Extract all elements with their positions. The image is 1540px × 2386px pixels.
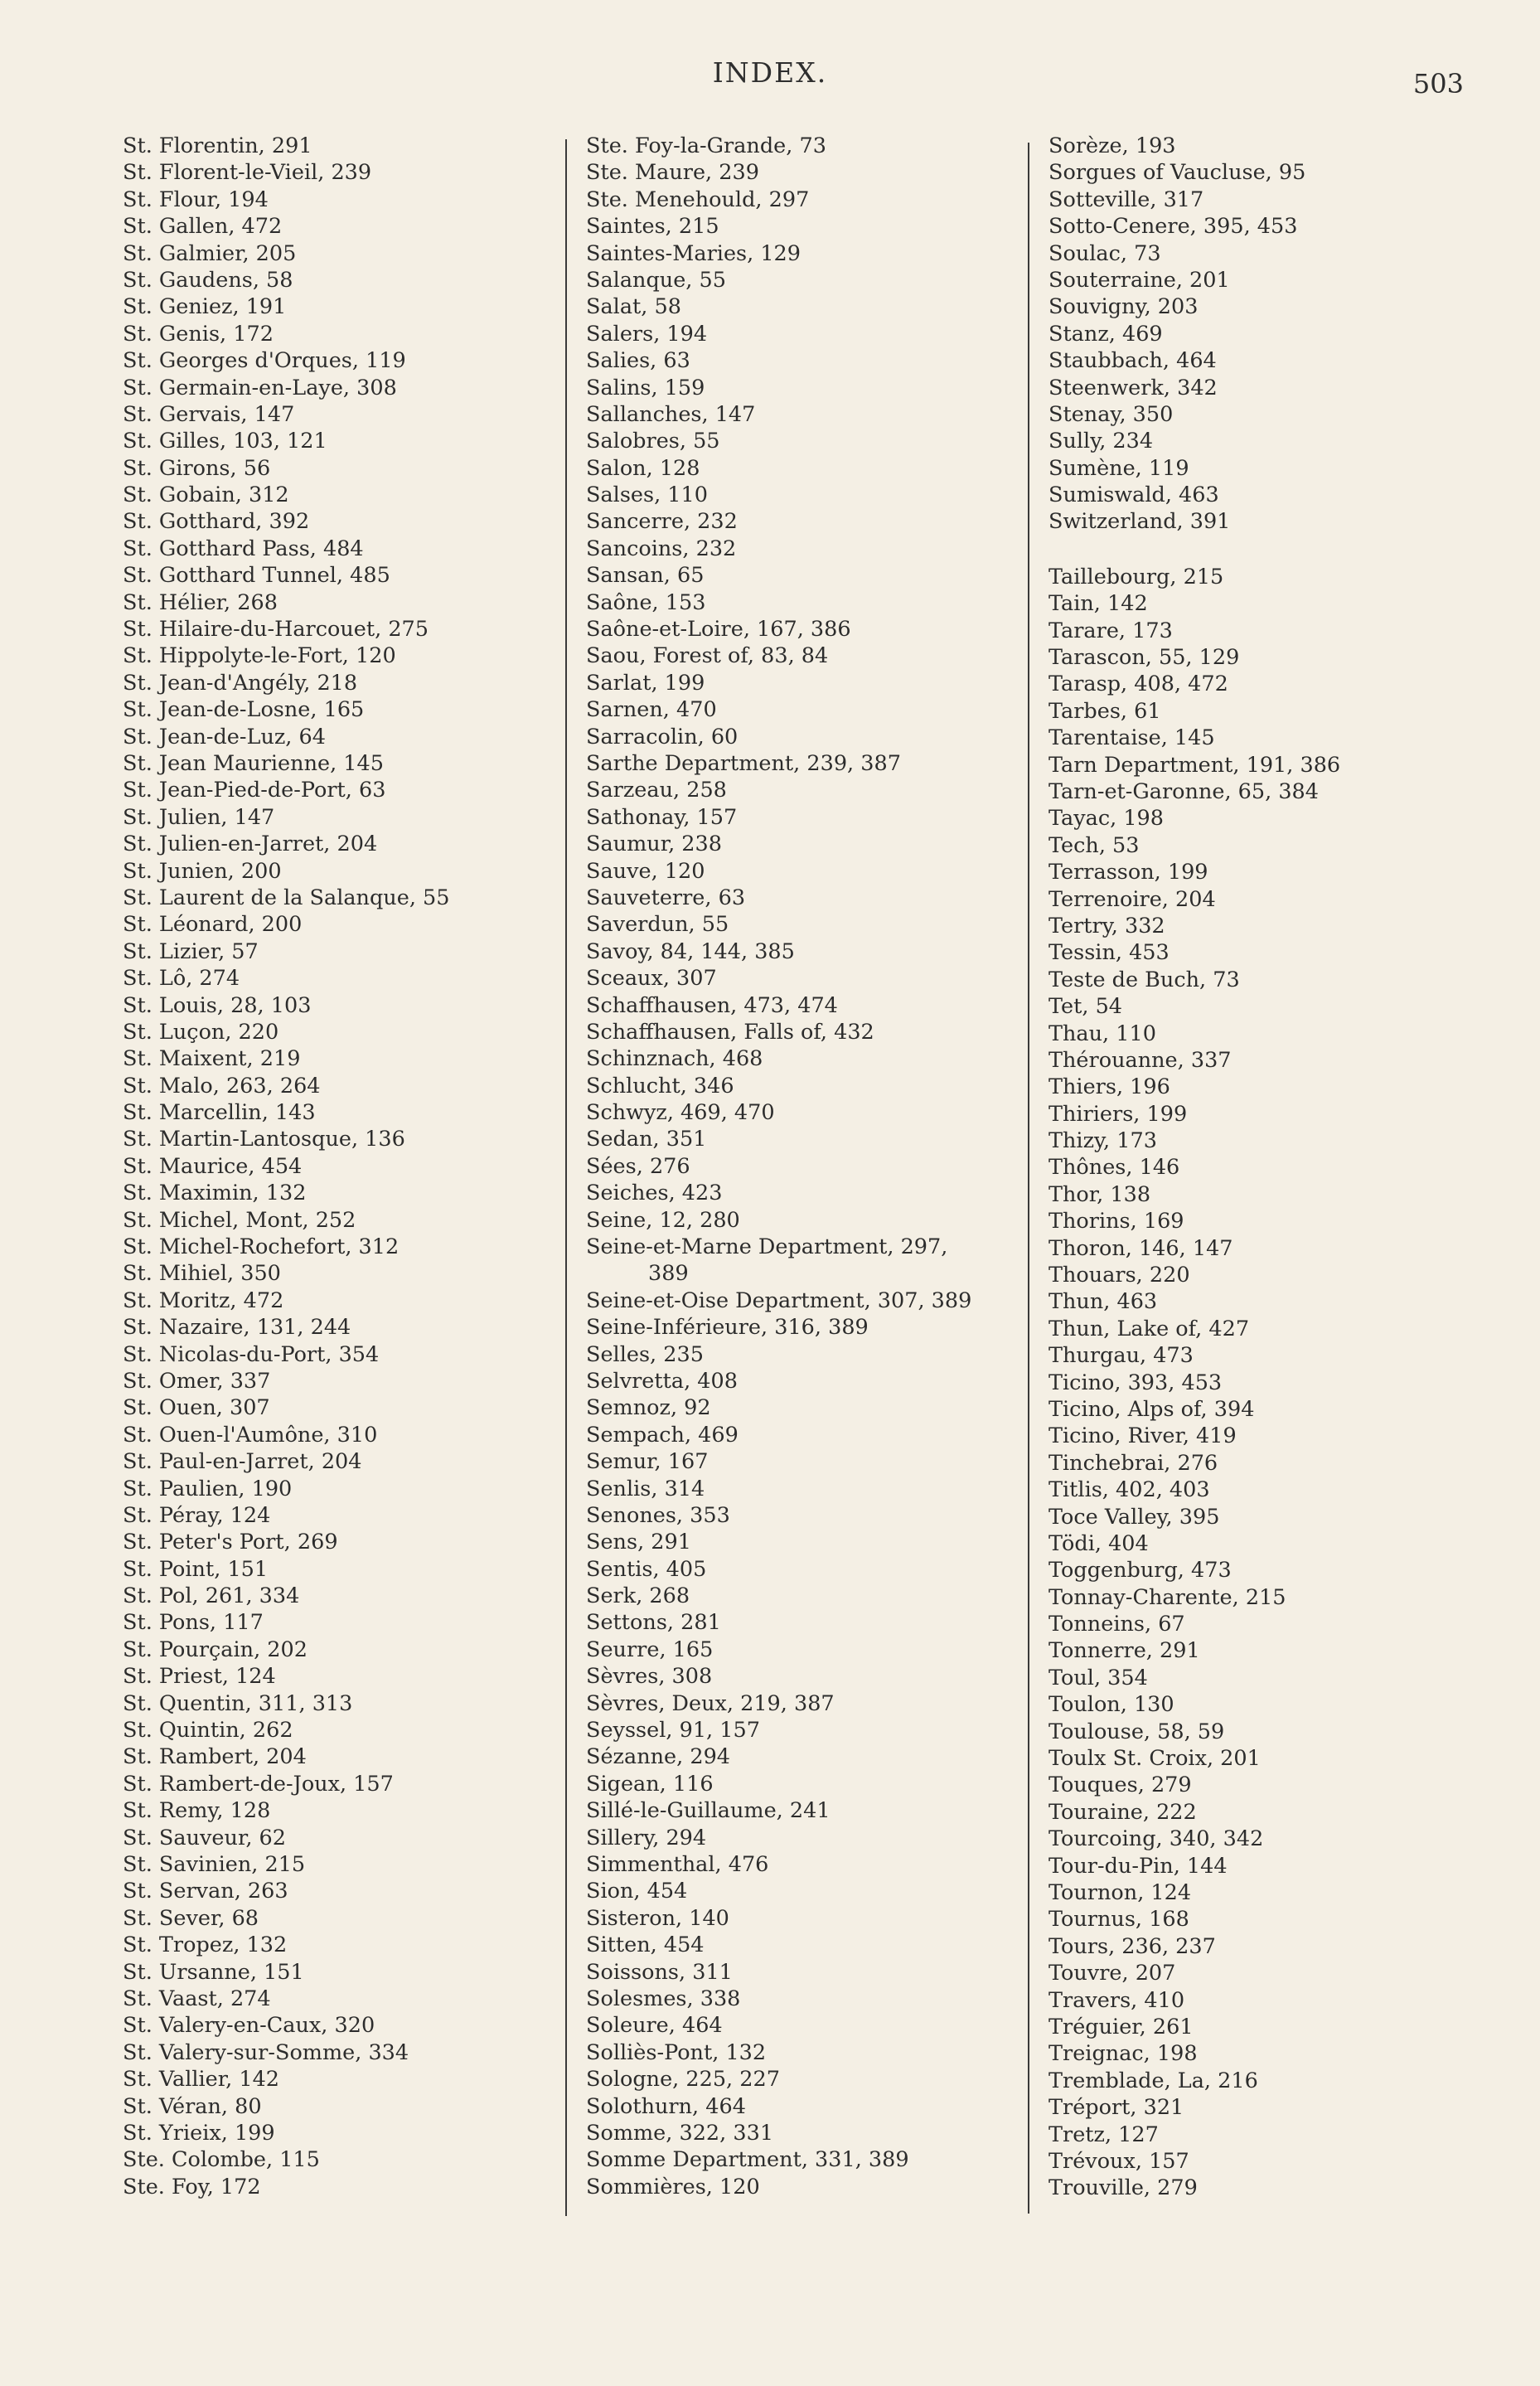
index-entry: Sauve, 120	[586, 858, 705, 884]
index-entry: Sées, 276	[586, 1153, 690, 1179]
index-entry: Staubbach, 464	[1048, 348, 1217, 374]
index-entry: St. Genis, 172	[123, 321, 274, 347]
index-entry: St. Luçon, 220	[123, 1019, 279, 1045]
index-entry: Thouars, 220	[1048, 1263, 1190, 1288]
index-entry: St. Hilaire-du-Harcouet, 275	[123, 617, 429, 643]
index-entry: Sommières, 120	[586, 2174, 760, 2199]
index-entry: St. Gotthard, 392	[123, 509, 310, 535]
index-entry: Steenwerk, 342	[1048, 375, 1218, 400]
index-entry: Sceaux, 307	[586, 966, 717, 992]
index-entry: St. Léonard, 200	[123, 912, 303, 938]
index-entry: Toggenburg, 473	[1048, 1558, 1232, 1583]
index-entry: Salanque, 55	[586, 267, 726, 293]
index-entry: St. Moritz, 472	[123, 1288, 284, 1313]
index-entry: St. Mihiel, 350	[123, 1261, 281, 1287]
index-entry: St. Nazaire, 131, 244	[123, 1315, 351, 1341]
index-entry: Titlis, 402, 403	[1048, 1477, 1210, 1503]
index-entry: Tinchebrai, 276	[1048, 1450, 1218, 1476]
index-entry: St. Ursanne, 151	[123, 1959, 304, 1985]
index-entry: Thun, Lake of, 427	[1048, 1316, 1250, 1341]
index-entry: Sumiswald, 463	[1048, 483, 1219, 508]
index-entry: St. Junien, 200	[123, 858, 282, 884]
letter-group-gap	[1048, 536, 1479, 564]
index-entry: St. Galmier, 205	[123, 240, 297, 266]
index-entry: Tarascon, 55, 129	[1048, 645, 1240, 671]
index-entry: St. Servan, 263	[123, 1879, 288, 1904]
index-entry: Trouville, 279	[1048, 2175, 1198, 2201]
index-entry: Sèvres, 308	[586, 1664, 713, 1690]
index-entry: Tarare, 173	[1048, 618, 1173, 643]
index-entry: St. Jean-de-Luz, 64	[123, 724, 326, 749]
index-entry: Sarthe Department, 239, 387	[586, 750, 901, 776]
index-entry: Teste de Buch, 73	[1048, 967, 1240, 992]
index-entry: Tréguier, 261	[1048, 2014, 1194, 2039]
index-entry: Sisteron, 140	[586, 1905, 729, 1931]
index-entry: Tertry, 332	[1048, 913, 1165, 938]
index-entry: St. Jean-Pied-de-Port, 63	[123, 778, 386, 803]
index-entry: Toce Valley, 395	[1048, 1504, 1220, 1530]
index-entry: Tarentaise, 145	[1048, 725, 1215, 751]
index-entry: Tarasp, 408, 472	[1048, 672, 1228, 697]
index-entry: Semnoz, 92	[586, 1395, 711, 1421]
index-entry: St. Julien-en-Jarret, 204	[123, 832, 378, 857]
index-entry: St. Maixent, 219	[123, 1046, 301, 1072]
index-entry: Semur, 167	[586, 1449, 709, 1475]
index-entry: St. Malo, 263, 264	[123, 1073, 321, 1098]
index-entry: Seine, 12, 280	[586, 1207, 740, 1233]
index-entry: Senlis, 314	[586, 1476, 705, 1501]
index-entry: Ste. Maure, 239	[586, 160, 759, 186]
index-entry: St. Michel, Mont, 252	[123, 1207, 356, 1233]
index-entry: Sallanches, 147	[586, 401, 756, 427]
index-entry: St. Georges d'Orques, 119	[123, 348, 406, 374]
index-entry: Soulac, 73	[1048, 240, 1161, 266]
index-entry: Tarn-et-Garonne, 65, 384	[1048, 778, 1320, 804]
index-entry: Ticino, River, 419	[1048, 1423, 1237, 1449]
index-entry: St. Rambert-de-Joux, 157	[123, 1771, 394, 1797]
index-entry: Tours, 236, 237	[1048, 1933, 1216, 1959]
index-entry: Saverdun, 55	[586, 912, 729, 938]
index-entry: Tödi, 404	[1048, 1530, 1149, 1556]
index-entry: Sauveterre, 63	[586, 885, 746, 910]
index-entry: St. Michel-Rochefort, 312	[123, 1234, 400, 1260]
index-entry: Tréport, 321	[1048, 2095, 1184, 2121]
index-entry: 389	[648, 1261, 689, 1287]
index-entry: Sens, 291	[586, 1530, 691, 1555]
index-entry: St. Pol, 261, 334	[123, 1583, 300, 1609]
index-entry: Touraine, 222	[1048, 1799, 1197, 1825]
index-entry: Schinznach, 468	[586, 1046, 763, 1072]
index-entry: Sézanne, 294	[586, 1744, 731, 1770]
index-entry: St. Gallen, 472	[123, 214, 283, 240]
index-entry: Saintes, 215	[586, 214, 719, 240]
index-entry: Thun, 463	[1048, 1289, 1158, 1315]
index-entry: St. Savinien, 215	[123, 1852, 306, 1877]
index-entry: Sancoins, 232	[586, 536, 737, 561]
index-entry: Thau, 110	[1048, 1021, 1156, 1046]
index-entry: St. Omer, 337	[123, 1368, 271, 1394]
index-entry: St. Geniez, 191	[123, 294, 287, 320]
index-entry: St. Marcellin, 143	[123, 1100, 316, 1126]
index-entry: Ticino, 393, 453	[1048, 1370, 1223, 1395]
index-entry: Simmenthal, 476	[586, 1852, 769, 1877]
index-entry: St. Peter's Port, 269	[123, 1530, 338, 1555]
index-entry: Sillery, 294	[586, 1825, 707, 1850]
index-entry: Sathonay, 157	[586, 804, 738, 830]
index-entry: Sentis, 405	[586, 1556, 707, 1582]
index-entry: Salses, 110	[586, 483, 708, 508]
index-entry: Schaffhausen, Falls of, 432	[586, 1019, 874, 1045]
index-entry: Thiriers, 199	[1048, 1101, 1188, 1127]
index-entry: St. Jean-de-Losne, 165	[123, 697, 365, 723]
index-entry: Schaffhausen, 473, 474	[586, 992, 838, 1018]
index-entry: Thizy, 173	[1048, 1128, 1157, 1154]
index-entry: Thônes, 146	[1048, 1155, 1180, 1181]
index-entry: St. Valery-en-Caux, 320	[123, 2013, 375, 2039]
index-entry: Toulx St. Croix, 201	[1048, 1746, 1261, 1772]
index-entry: Seine-Inférieure, 316, 389	[586, 1315, 869, 1341]
index-entry: Sansan, 65	[586, 563, 705, 589]
index-entry: Ste. Foy, 172	[123, 2174, 261, 2199]
index-entry: Ticino, Alps of, 394	[1048, 1396, 1255, 1422]
index-entry: Solliès-Pont, 132	[586, 2039, 767, 2065]
index-entry: Tonnerre, 291	[1048, 1638, 1200, 1664]
index-entry: St. Hippolyte-le-Fort, 120	[123, 643, 396, 669]
index-entry: Soissons, 311	[586, 1959, 733, 1985]
index-entry: Tarn Department, 191, 386	[1048, 752, 1341, 778]
index-entry: Tour-du-Pin, 144	[1048, 1853, 1228, 1879]
index-entry: St. Paulien, 190	[123, 1476, 293, 1501]
index-entry: St. Sever, 68	[123, 1905, 259, 1931]
index-entry: St. Priest, 124	[123, 1664, 276, 1690]
index-entry: St. Lizier, 57	[123, 938, 259, 964]
index-entry: St. Paul-en-Jarret, 204	[123, 1449, 362, 1475]
index-entry: Saumur, 238	[586, 832, 722, 857]
index-entry: St. Maximin, 132	[123, 1181, 307, 1206]
index-entry: Sarlat, 199	[586, 670, 705, 696]
index-entry: St. Nicolas-du-Port, 354	[123, 1341, 380, 1367]
index-entry: Souterraine, 201	[1048, 267, 1230, 293]
index-entry: Ste. Menehould, 297	[586, 187, 810, 212]
index-entry: Selles, 235	[586, 1341, 704, 1367]
index-entry: St. Martin-Lantosque, 136	[123, 1127, 405, 1152]
index-entry: St. Julien, 147	[123, 804, 275, 830]
index-entry: Saône-et-Loire, 167, 386	[586, 617, 851, 643]
index-entry: Saou, Forest of, 83, 84	[586, 643, 829, 669]
index-entry: Sitten, 454	[586, 1933, 705, 1958]
index-entry: Sarracolin, 60	[586, 724, 739, 749]
index-entry: St. Rambert, 204	[123, 1744, 307, 1770]
index-entry: Salies, 63	[586, 348, 690, 374]
index-entry: Sotteville, 317	[1048, 187, 1204, 212]
page-header	[0, 53, 1540, 103]
index-entry: Schwyz, 469, 470	[586, 1100, 775, 1126]
index-entry: St. Remy, 128	[123, 1798, 271, 1824]
index-entry: Ste. Foy-la-Grande, 73	[586, 133, 826, 158]
index-entry: St. Véran, 80	[123, 2093, 262, 2119]
running-head-title: INDEX.	[712, 56, 828, 89]
index-entry: St. Girons, 56	[123, 455, 271, 481]
index-entry: St. Pourçain, 202	[123, 1637, 308, 1662]
index-entry: St. Quentin, 311, 313	[123, 1690, 353, 1716]
index-entry: Solesmes, 338	[586, 1986, 741, 2011]
index-entry: Saintes-Maries, 129	[586, 240, 801, 266]
index-entry: Settons, 281	[586, 1610, 721, 1636]
index-entry: Toulouse, 58, 59	[1048, 1719, 1225, 1744]
index-entry: Tarbes, 61	[1048, 698, 1161, 724]
index-entry: Sotto-Cenere, 395, 453	[1048, 214, 1298, 240]
index-entry: Serk, 268	[586, 1583, 690, 1609]
index-entry: Tretz, 127	[1048, 2122, 1159, 2147]
index-entry: Thor, 138	[1048, 1181, 1151, 1207]
index-entry: St. Jean Maurienne, 145	[123, 750, 384, 776]
index-entry: Thorins, 169	[1048, 1209, 1184, 1234]
index-entry: Souvigny, 203	[1048, 294, 1199, 320]
index-column-2	[586, 133, 1034, 2200]
index-entry: Seurre, 165	[586, 1637, 714, 1662]
index-entry: Sigean, 116	[586, 1771, 714, 1797]
index-entry: Sarnen, 470	[586, 697, 717, 723]
index-entry: Tet, 54	[1048, 994, 1123, 1020]
index-entry: Tain, 142	[1048, 591, 1148, 617]
index-entry: Switzerland, 391	[1048, 509, 1231, 535]
index-entry: St. Ouen-l'Aumône, 310	[123, 1422, 378, 1448]
index-entry: St. Pons, 117	[123, 1610, 264, 1636]
index-entry: Thoron, 146, 147	[1048, 1235, 1233, 1261]
index-entry: Senones, 353	[586, 1502, 730, 1528]
index-entry: St. Florent-le-Vieil, 239	[123, 160, 372, 186]
index-entry: St. Lô, 274	[123, 966, 240, 992]
index-entry: St. Sauveur, 62	[123, 1825, 286, 1850]
index-entry: Touques, 279	[1048, 1773, 1192, 1798]
index-entry: Schlucht, 346	[586, 1073, 734, 1098]
index-entry: Salon, 128	[586, 455, 700, 481]
index-entry: St. Maurice, 454	[123, 1153, 303, 1179]
index-entry: Touvre, 207	[1048, 1961, 1176, 1986]
index-entry: Terrenoire, 204	[1048, 886, 1216, 912]
index-entry: Sully, 234	[1048, 429, 1154, 454]
index-column-1	[123, 133, 554, 2200]
index-entry: St. Vallier, 142	[123, 2067, 280, 2093]
index-entry: Saône, 153	[586, 589, 706, 615]
index-entry: St. Gotthard Pass, 484	[123, 536, 364, 561]
index-entry: Salat, 58	[586, 294, 681, 320]
index-entry: Toulon, 130	[1048, 1692, 1174, 1718]
index-entry: Terrasson, 199	[1048, 860, 1208, 885]
index-entry: St. Jean-d'Angély, 218	[123, 670, 358, 696]
index-entry: Sancerre, 232	[586, 509, 738, 535]
index-entry: Tourcoing, 340, 342	[1048, 1826, 1264, 1852]
index-entry: Salobres, 55	[586, 429, 720, 454]
index-entry: St. Point, 151	[123, 1556, 269, 1582]
index-entry: Sempach, 469	[586, 1422, 739, 1448]
index-entry: Tech, 53	[1048, 832, 1140, 858]
index-entry: Seine-et-Oise Department, 307, 389	[586, 1288, 972, 1313]
index-entry: St. Laurent de la Salanque, 55	[123, 885, 450, 910]
index-entry: Tremblade, La, 216	[1048, 2068, 1258, 2093]
index-entry: St. Ouen, 307	[123, 1395, 270, 1421]
index-entry: St. Gaudens, 58	[123, 267, 293, 293]
index-entry: Sorgues of Vaucluse, 95	[1048, 160, 1306, 186]
index-entry: Tournon, 124	[1048, 1880, 1192, 1905]
index-entry: St. Florentin, 291	[123, 133, 312, 158]
index-entry: St. Vaast, 274	[123, 1986, 271, 2011]
page-number: 503	[1412, 68, 1464, 99]
index-entry: Sèvres, Deux, 219, 387	[586, 1690, 835, 1716]
index-entry: Tessin, 453	[1048, 940, 1170, 966]
index-entry: St. Gervais, 147	[123, 401, 295, 427]
index-entry: Salins, 159	[586, 375, 705, 400]
index-entry: Seiches, 423	[586, 1181, 723, 1206]
index-entry: St. Gobain, 312	[123, 483, 289, 508]
index-entry: St. Flour, 194	[123, 187, 269, 212]
index-entry: Savoy, 84, 144, 385	[586, 938, 795, 964]
index-entry: Treignac, 198	[1048, 2041, 1198, 2067]
index-entry: Trévoux, 157	[1048, 2148, 1189, 2174]
index-entry: Sarzeau, 258	[586, 778, 727, 803]
index-entry: St. Germain-en-Laye, 308	[123, 375, 397, 400]
index-entry: Somme, 322, 331	[586, 2120, 774, 2146]
index-entry: Ste. Colombe, 115	[123, 2147, 320, 2173]
index-entry: Sion, 454	[586, 1879, 688, 1904]
index-entry: Tournus, 168	[1048, 1907, 1189, 1933]
index-entry: St. Péray, 124	[123, 1502, 271, 1528]
index-entry: Stanz, 469	[1048, 321, 1163, 347]
index-entry: St. Yrieix, 199	[123, 2120, 275, 2146]
index-entry: Thurgau, 473	[1048, 1343, 1194, 1369]
index-entry: St. Tropez, 132	[123, 1933, 288, 1958]
index-entry: Sillé-le-Guillaume, 241	[586, 1798, 831, 1824]
index-entry: Sumène, 119	[1048, 455, 1189, 481]
index-entry: Tonneins, 67	[1048, 1612, 1185, 1637]
index-entry: Thérouanne, 337	[1048, 1047, 1232, 1073]
index-entry: St. Valery-sur-Somme, 334	[123, 2039, 409, 2065]
index-entry: Seyssel, 91, 157	[586, 1718, 760, 1743]
index-entry: Solothurn, 464	[586, 2093, 746, 2119]
index-entry: Tayac, 198	[1048, 806, 1165, 832]
index-entry: St. Hélier, 268	[123, 589, 278, 615]
index-entry: Salers, 194	[586, 321, 708, 347]
index-entry: Sedan, 351	[586, 1127, 707, 1152]
index-entry: St. Gilles, 103, 121	[123, 429, 327, 454]
index-entry: Toul, 354	[1048, 1665, 1148, 1690]
column-divider-left	[565, 139, 567, 2216]
index-entry: Travers, 410	[1048, 1987, 1185, 2013]
index-entry: St. Quintin, 262	[123, 1718, 293, 1743]
index-entry: Sorèze, 193	[1048, 133, 1176, 158]
index-column-3	[1048, 133, 1479, 2202]
index-entry: Sologne, 225, 227	[586, 2067, 780, 2093]
index-entry: Tonnay-Charente, 215	[1048, 1584, 1286, 1610]
index-entry: St. Gotthard Tunnel, 485	[123, 563, 390, 589]
index-entry: Thiers, 196	[1048, 1074, 1170, 1100]
index-entry: Taillebourg, 215	[1048, 564, 1224, 589]
index-entry: Somme Department, 331, 389	[586, 2147, 909, 2173]
index-entry: Soleure, 464	[586, 2013, 723, 2039]
index-entry: St. Louis, 28, 103	[123, 992, 312, 1018]
index-entry: Stenay, 350	[1048, 401, 1174, 427]
index-entry: Selvretta, 408	[586, 1368, 738, 1394]
index-entry: Seine-et-Marne Department, 297,	[586, 1234, 948, 1260]
